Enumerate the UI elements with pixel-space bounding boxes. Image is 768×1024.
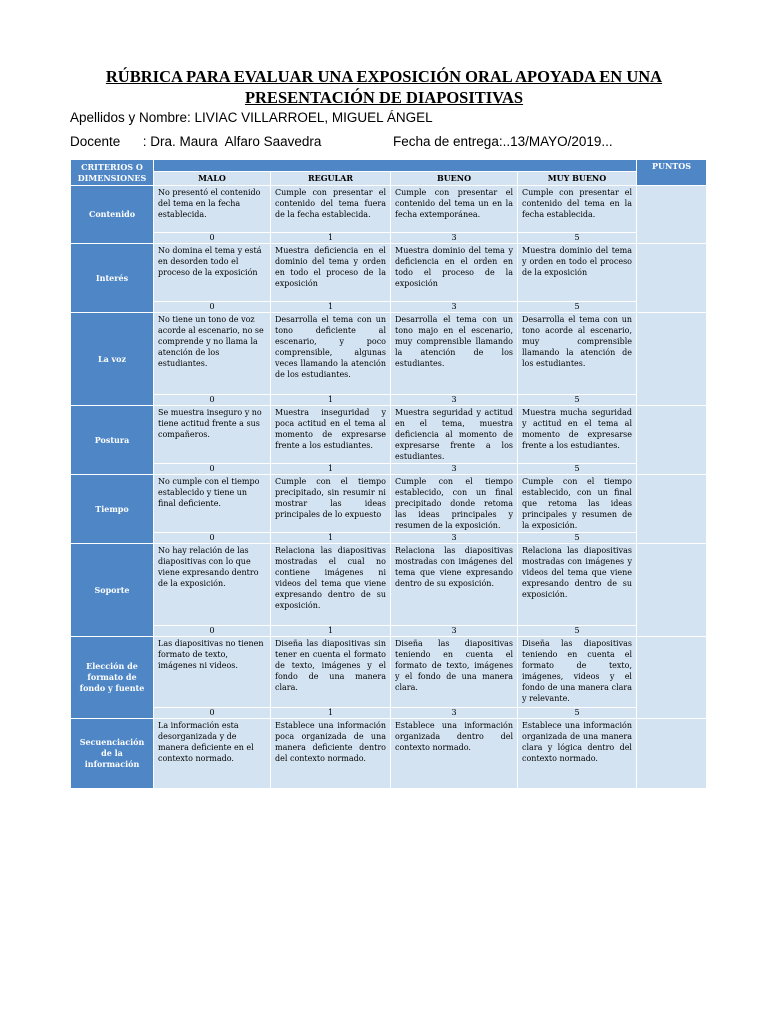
score-muy-bueno: 5 bbox=[518, 533, 637, 544]
malo-cell: No hay relación de las diapositivas con lo que viene expresando dentro de la exposición. bbox=[154, 544, 271, 626]
points-cell bbox=[637, 637, 707, 719]
score-malo: 0 bbox=[154, 302, 271, 313]
rubric-row bbox=[71, 719, 707, 789]
score-malo: 0 bbox=[154, 533, 271, 544]
score-bueno: 3 bbox=[391, 464, 518, 475]
score-muy-bueno: 5 bbox=[518, 302, 637, 313]
score-row bbox=[71, 533, 707, 544]
score-malo: 0 bbox=[154, 395, 271, 406]
criterion-cell: Soporte bbox=[71, 544, 154, 637]
header-criteria: CRITERIOS O DIMENSIONES bbox=[71, 160, 154, 186]
score-row bbox=[71, 708, 707, 719]
header-regular: REGULAR bbox=[271, 172, 391, 186]
criterion-cell: Postura bbox=[71, 406, 154, 475]
title-line-2: PRESENTACIÓN DE DIAPOSITIVAS bbox=[244, 88, 524, 107]
score-bueno: 3 bbox=[391, 533, 518, 544]
points-cell bbox=[637, 475, 707, 544]
score-muy-bueno: 5 bbox=[518, 395, 637, 406]
score-row bbox=[71, 395, 707, 406]
points-cell bbox=[637, 244, 707, 313]
title-line-1: RÚBRICA PARA EVALUAR UNA EXPOSICIÓN ORAL APOYADA EN UNA bbox=[105, 67, 663, 86]
muy-bueno-cell: Cumple con el tiempo establecido, con un final que retoma las ideas principales y resumen de la exposición. bbox=[518, 475, 637, 533]
muy-bueno-cell: Diseña las diapositivas teniendo en cuenta el formato de texto, imágenes, videos y el fondo de una manera clara y relevante. bbox=[518, 637, 637, 708]
score-regular: 1 bbox=[271, 533, 391, 544]
regular-cell: Cumple con presentar el contenido del tema fuera de la fecha establecida. bbox=[271, 186, 391, 233]
level-row bbox=[71, 172, 707, 186]
header-points: PUNTOS bbox=[637, 160, 707, 186]
score-bueno: 3 bbox=[391, 395, 518, 406]
muy-bueno-cell: Desarrolla el tema con un tono acorde al escenario, muy comprensible llamando la atención de los estudiantes. bbox=[518, 313, 637, 395]
score-row bbox=[71, 464, 707, 475]
criterion-cell: Contenido bbox=[71, 186, 154, 244]
score-bueno: 3 bbox=[391, 708, 518, 719]
score-row bbox=[71, 626, 707, 637]
score-regular: 1 bbox=[271, 302, 391, 313]
muy-bueno-cell: Muestra dominio del tema y orden en todo el proceso de la exposición bbox=[518, 244, 637, 302]
muy-bueno-cell: Establece una información organizada de una manera clara y lógica dentro del contexto normado. bbox=[518, 719, 637, 789]
score-regular: 1 bbox=[271, 626, 391, 637]
score-row bbox=[71, 302, 707, 313]
criterion-cell: Tiempo bbox=[71, 475, 154, 544]
due-date-line: Fecha de entrega:..13/MAYO/2019... bbox=[393, 134, 613, 149]
score-regular: 1 bbox=[271, 708, 391, 719]
regular-cell: Cumple con el tiempo precipitado, sin resumir ni mostrar las ideas principales de lo expuesto bbox=[271, 475, 391, 533]
criterion-cell: La voz bbox=[71, 313, 154, 406]
header-malo: MALO bbox=[154, 172, 271, 186]
muy-bueno-cell: Cumple con presentar el contenido del tema en la fecha establecida. bbox=[518, 186, 637, 233]
score-regular: 1 bbox=[271, 395, 391, 406]
regular-cell: Diseña las diapositivas sin tener en cuenta el formato de texto, imágenes y el fondo de una manera clara. bbox=[271, 637, 391, 708]
muy-bueno-cell: Relaciona las diapositivas mostradas con imágenes y videos del tema que viene expresando dentro de su exposición. bbox=[518, 544, 637, 626]
score-malo: 0 bbox=[154, 233, 271, 244]
bueno-cell: Muestra dominio del tema y deficiencia en el orden en todo el proceso de la exposición bbox=[391, 244, 518, 302]
score-muy-bueno: 5 bbox=[518, 233, 637, 244]
malo-cell: No presentó el contenido del tema en la fecha establecida. bbox=[154, 186, 271, 233]
malo-cell: Se muestra inseguro y no tiene actitud frente a sus compañeros. bbox=[154, 406, 271, 464]
criterion-cell: Secuenciación de la información bbox=[71, 719, 154, 789]
muy-bueno-cell: Muestra mucha seguridad y actitud en el tema al momento de expresarse frente a los estudiantes. bbox=[518, 406, 637, 464]
bueno-cell: Desarrolla el tema con un tono majo en el escenario, muy comprensible llamando la atención de los estudiantes. bbox=[391, 313, 518, 395]
rubric-row bbox=[71, 186, 707, 233]
points-cell bbox=[637, 186, 707, 244]
score-muy-bueno: 5 bbox=[518, 464, 637, 475]
malo-cell: La información esta desorganizada y de manera deficiente en el contexto normado. bbox=[154, 719, 271, 789]
bueno-cell: Cumple con presentar el contenido del tema un en la fecha extemporánea. bbox=[391, 186, 518, 233]
points-cell bbox=[637, 406, 707, 475]
rubric-row bbox=[71, 313, 707, 395]
teacher-line: Docente : Dra. Maura Alfaro Saavedra bbox=[70, 134, 322, 149]
bueno-cell: Relaciona las diapositivas mostradas con imágenes del tema que viene expresando dentro de su exposición. bbox=[391, 544, 518, 626]
rubric-row bbox=[71, 244, 707, 302]
score-muy-bueno: 5 bbox=[518, 708, 637, 719]
score-muy-bueno: 5 bbox=[518, 626, 637, 637]
bueno-cell: Muestra seguridad y actitud en el tema, muestra deficiencia al momento de expresarse frente a los estudiantes. bbox=[391, 406, 518, 464]
rubric-row bbox=[71, 544, 707, 626]
score-bueno: 3 bbox=[391, 626, 518, 637]
score-regular: 1 bbox=[271, 233, 391, 244]
malo-cell: No cumple con el tiempo establecido y tiene un final deficiente. bbox=[154, 475, 271, 533]
rubric-table bbox=[70, 159, 707, 789]
header-spacer bbox=[154, 160, 637, 172]
header-bueno: BUENO bbox=[391, 172, 518, 186]
regular-cell: Relaciona las diapositivas mostradas el cual no contiene imágenes ni videos del tema que viene expresando dentro de su exposición. bbox=[271, 544, 391, 626]
score-bueno: 3 bbox=[391, 302, 518, 313]
score-malo: 0 bbox=[154, 464, 271, 475]
score-bueno: 3 bbox=[391, 233, 518, 244]
criterion-cell: Interés bbox=[71, 244, 154, 313]
bueno-cell: Diseña las diapositivas teniendo en cuenta el formato de texto, imágenes y el fondo de una manera clara. bbox=[391, 637, 518, 708]
score-malo: 0 bbox=[154, 708, 271, 719]
regular-cell: Establece una información poca organizada de una manera deficiente dentro del contexto normado. bbox=[271, 719, 391, 789]
malo-cell: No tiene un tono de voz acorde al escenario, no se comprende y no llama la atención de los estudiantes. bbox=[154, 313, 271, 395]
page-title bbox=[60, 66, 708, 108]
regular-cell: Muestra deficiencia en el dominio del tema y orden en todo el proceso de la exposición bbox=[271, 244, 391, 302]
score-row bbox=[71, 233, 707, 244]
header-row bbox=[71, 160, 707, 172]
regular-cell: Desarrolla el tema con un tono deficiente al escenario, y poco comprensible, algunas veces llamando la atención de los estudiantes. bbox=[271, 313, 391, 395]
points-cell bbox=[637, 719, 707, 789]
criterion-cell: Elección de formato de fondo y fuente bbox=[71, 637, 154, 719]
points-cell bbox=[637, 313, 707, 406]
bueno-cell: Cumple con el tiempo establecido, con un final precipitado donde retoma las ideas principales y resumen de la exposición. bbox=[391, 475, 518, 533]
rubric-row bbox=[71, 406, 707, 464]
score-malo: 0 bbox=[154, 626, 271, 637]
score-regular: 1 bbox=[271, 464, 391, 475]
points-cell bbox=[637, 544, 707, 637]
malo-cell: No domina el tema y está en desorden todo el proceso de la exposición bbox=[154, 244, 271, 302]
student-name-line: Apellidos y Nombre: LIVIAC VILLARROEL, MIGUEL ÁNGEL bbox=[70, 110, 433, 125]
header-muy-bueno: MUY BUENO bbox=[518, 172, 637, 186]
malo-cell: Las diapositivas no tienen formato de texto, imágenes ni videos. bbox=[154, 637, 271, 708]
rubric-row bbox=[71, 637, 707, 708]
rubric-row bbox=[71, 475, 707, 533]
bueno-cell: Establece una información organizada dentro del contexto normado. bbox=[391, 719, 518, 789]
regular-cell: Muestra inseguridad y poca actitud en el tema al momento de expresarse frente a los estudiantes. bbox=[271, 406, 391, 464]
